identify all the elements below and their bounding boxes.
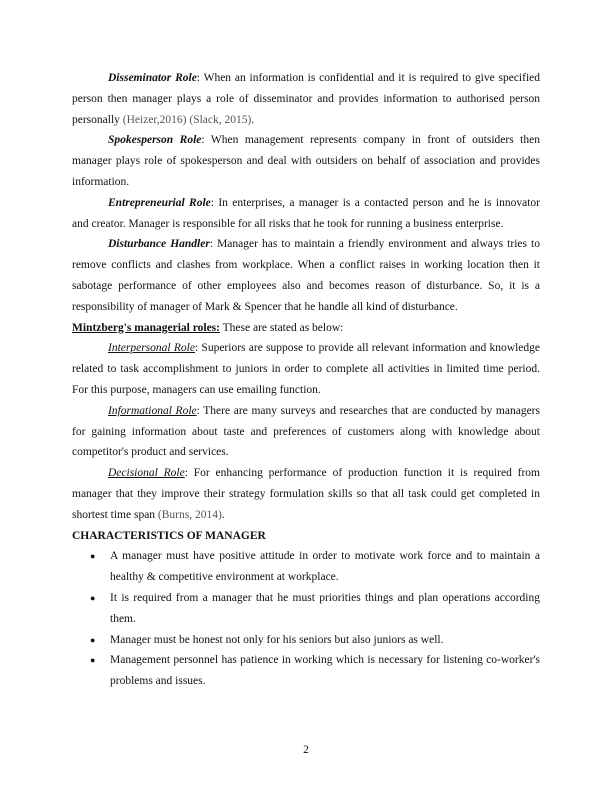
- mintzberg-paragraph: [72, 318, 540, 339]
- informational-text: : There are many surveys and researches that are conducted by managers for gaining information about taste and preferences of customers along with knowledge about competitor's product and services.: [72, 404, 540, 459]
- entrepreneurial-paragraph: [72, 193, 540, 235]
- interpersonal-paragraph: [72, 338, 540, 400]
- list-item-text: It is required from a manager that he must priorities things and plan operations according them.: [110, 591, 540, 625]
- decisional-text: : For enhancing performance of production function it is required from manager that they improve their strategy formulation skills so that all task could get completed in shortest time span: [72, 467, 540, 521]
- disseminator-paragraph: [72, 68, 540, 130]
- page-content: [72, 68, 540, 692]
- disturbance-term: Disturbance Handler: [108, 238, 210, 251]
- list-item: [72, 588, 540, 630]
- spokesperson-term: Spokesperson Role: [108, 134, 202, 147]
- list-item: [72, 546, 540, 588]
- interpersonal-text: : Superiors are suppose to provide all relevant information and knowledge related to task accomplishment to juniors in order to complete all activities in limited time period. For this purpose, managers can use emailing function.: [72, 342, 540, 396]
- decisional-term: Decisional Role: [108, 467, 185, 480]
- disturbance-text: : Manager has to maintain a friendly environment and always tries to remove conflicts and clashes from workplace. When a conflict raises in working location then it sabotage performance of other employees also and becomes reason of disturbance. So, it is a responsibility of manager of Mark & Spencer that he handle all kind of disturbance.: [72, 238, 540, 313]
- page-number: 2: [303, 744, 309, 756]
- bullet-icon: ●: [90, 592, 96, 603]
- characteristics-list: [72, 546, 540, 692]
- list-item: [72, 650, 540, 692]
- entrepreneurial-term: Entrepreneurial Role: [108, 196, 211, 209]
- bullet-icon: ●: [90, 655, 96, 666]
- decisional-end: .: [221, 508, 225, 521]
- decisional-paragraph: [72, 463, 540, 525]
- disseminator-citation: (Heizer,2016) (Slack, 2015): [122, 113, 252, 126]
- entrepreneurial-text: : In enterprises, a manager is a contacted person and he is innovator and creator. Manager is responsible for all risks that he took for running a business enterprise.: [72, 196, 540, 230]
- informational-term: Informational Role: [108, 404, 197, 417]
- bullet-icon: ●: [90, 634, 96, 645]
- informational-paragraph: [72, 401, 540, 463]
- decisional-citation: (Burns, 2014): [157, 508, 222, 521]
- characteristics-heading: CHARACTERISTICS OF MANAGER: [72, 529, 266, 542]
- list-item-text: Manager must be honest not only for his seniors but also juniors as well.: [110, 633, 444, 646]
- list-item-text: Management personnel has patience in working which is necessary for listening co-worker's problems and issues.: [110, 654, 540, 688]
- interpersonal-term: Interpersonal Role: [108, 342, 195, 355]
- bullet-icon: ●: [90, 551, 96, 562]
- mintzberg-intro: These are stated as below:: [219, 321, 344, 334]
- disturbance-paragraph: [72, 234, 540, 317]
- disseminator-term: Disseminator Role: [108, 72, 197, 84]
- spokesperson-text: : When management represents company in front of outsiders then manager plays role of spokesperson and deal with outsiders on behalf of association and provides information.: [72, 134, 540, 188]
- disseminator-end: .: [251, 113, 255, 126]
- list-item-text: A manager must have positive attitude in order to motivate work force and to maintain a healthy & competitive environment at workplace.: [110, 550, 540, 584]
- spokesperson-paragraph: [72, 130, 540, 192]
- mintzberg-heading: Mintzberg's managerial roles:: [72, 321, 220, 334]
- list-item: [72, 630, 540, 651]
- disseminator-text: : When an information is confidential and it is required to give specified person then manager plays a role of disseminator and provides information to authorised person personally: [72, 72, 540, 126]
